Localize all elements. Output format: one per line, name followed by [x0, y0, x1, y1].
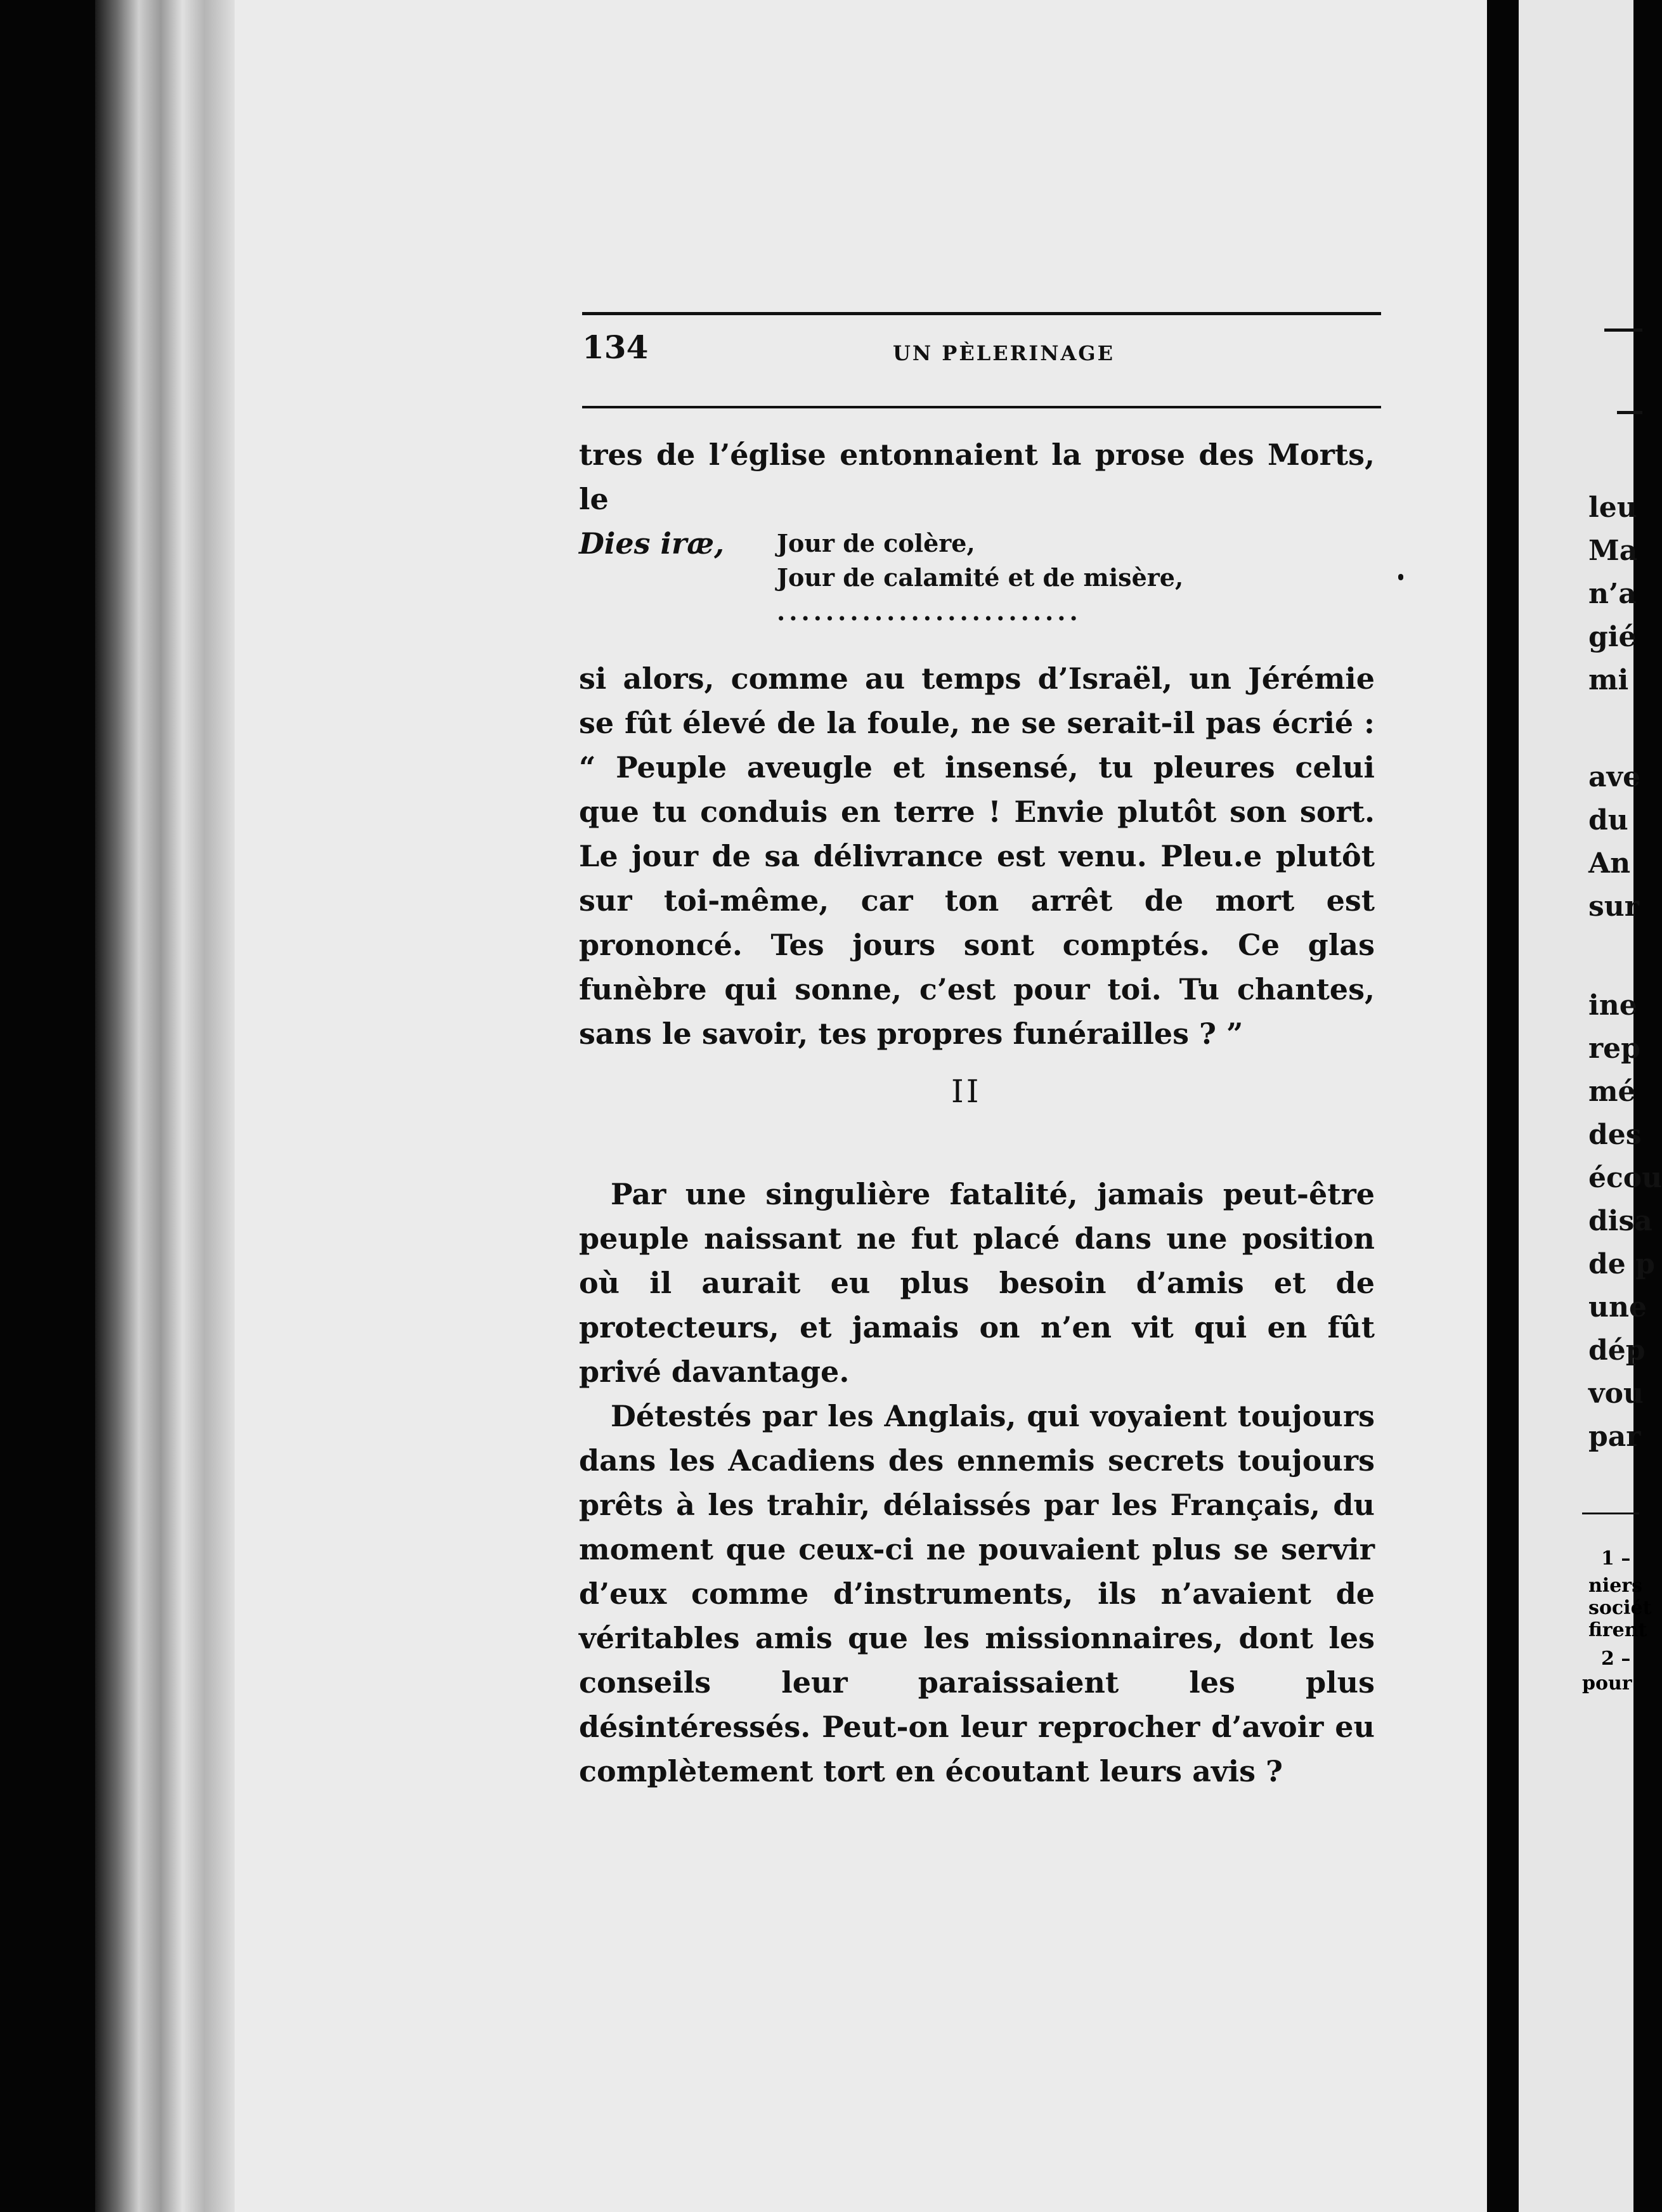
- facing-note-line: sociét: [1588, 1597, 1652, 1619]
- stray-mark: [1398, 574, 1403, 580]
- page-number: 134: [582, 329, 649, 366]
- facing-header-rule-bottom: [1617, 411, 1642, 414]
- facing-line: des: [1588, 1119, 1642, 1151]
- facing-page: [1519, 0, 1662, 2212]
- book-page-edges: [95, 0, 241, 2212]
- page-header: [582, 329, 1381, 386]
- facing-line: vou: [1588, 1377, 1644, 1410]
- facing-note-line: pour: [1582, 1672, 1632, 1695]
- facing-line: de p: [1588, 1248, 1655, 1280]
- facing-line: An: [1588, 847, 1631, 880]
- facing-line: n’a: [1588, 578, 1637, 610]
- paragraph: [579, 656, 1375, 1056]
- facing-line: mé: [1588, 1076, 1636, 1108]
- paragraph-text: si alors, comme au temps d’Israël, un Jérémie se fût élevé de la foule, ne se serait-il pas écrié : “ Peuple aveugle et insensé, tu pleures celui que tu conduis en terre ! Envie plutôt son sort. Le jour de sa délivrance est venu. Pleu.e plutôt sur toi-même, car ton arrêt de mort est prononcé. Tes jours sont comptés. Ce glas funèbre qui sonne, c’est pour toi. Tu chantes, sans le savoir, tes propres funérailles ? ”: [579, 661, 1375, 1051]
- verse-line: Jour de colère,: [777, 529, 975, 557]
- facing-line: dép: [1588, 1334, 1646, 1367]
- facing-line: une: [1588, 1291, 1647, 1324]
- facing-line: ave: [1588, 761, 1641, 793]
- section-heading: II: [951, 1073, 982, 1110]
- facing-note-line: firent: [1588, 1619, 1647, 1641]
- paragraph-text: Par une singulière fatalité, jamais peut-être peuple naissant ne fut placé dans une position où il aurait eu plus besoin d’amis et de protecteurs, et jamais on n’en vit qui en fût privé davantage.: [579, 1177, 1375, 1389]
- paragraph: [579, 1172, 1375, 1793]
- facing-line: gié: [1588, 621, 1637, 653]
- facing-footnote-rule: [1582, 1513, 1639, 1514]
- facing-line: par: [1588, 1421, 1641, 1453]
- facing-line: du: [1588, 804, 1628, 836]
- header-rule-top: [582, 312, 1381, 315]
- dies-irae: Dies iræ,: [579, 526, 725, 561]
- running-head: UN PÈLERINAGE: [893, 341, 1115, 365]
- header-rule-bottom: [582, 406, 1381, 408]
- facing-note-line: 2 –: [1601, 1648, 1631, 1670]
- verse-quote: [777, 526, 1183, 629]
- facing-line: écou: [1588, 1162, 1662, 1194]
- facing-line: rep: [1588, 1032, 1640, 1065]
- paragraph-text: Détestés par les Anglais, qui voyaient toujours dans les Acadiens des ennemis secrets toujours prêts à les trahir, délaissés par les Français, du moment que ceux-ci ne pouvaient plus se servir d’eux comme d’instruments, ils n’avaient de véritables amis que les missionnaires, dont les conseils leur paraissaient les plus désintéressés. Peut-on leur reprocher d’avoir eu complètement tort en écoutant leurs avis ?: [579, 1399, 1375, 1788]
- facing-line: sur: [1588, 890, 1639, 923]
- facing-line: disa: [1588, 1205, 1652, 1237]
- facing-line: leu: [1588, 491, 1637, 524]
- facing-line: ine: [1588, 989, 1637, 1022]
- facing-header-rule-top: [1604, 329, 1642, 332]
- facing-note-line: 1 –: [1601, 1547, 1631, 1570]
- verse-line: Jour de calamité et de misère,: [777, 563, 1184, 592]
- facing-line: mi: [1588, 664, 1629, 696]
- opening-line: tres de l’église entonnaient la prose des Morts, le: [579, 438, 1375, 516]
- facing-note-line: niers: [1588, 1575, 1642, 1597]
- verse-ellipsis: .........................: [777, 597, 1082, 626]
- facing-line: Ma: [1588, 535, 1638, 567]
